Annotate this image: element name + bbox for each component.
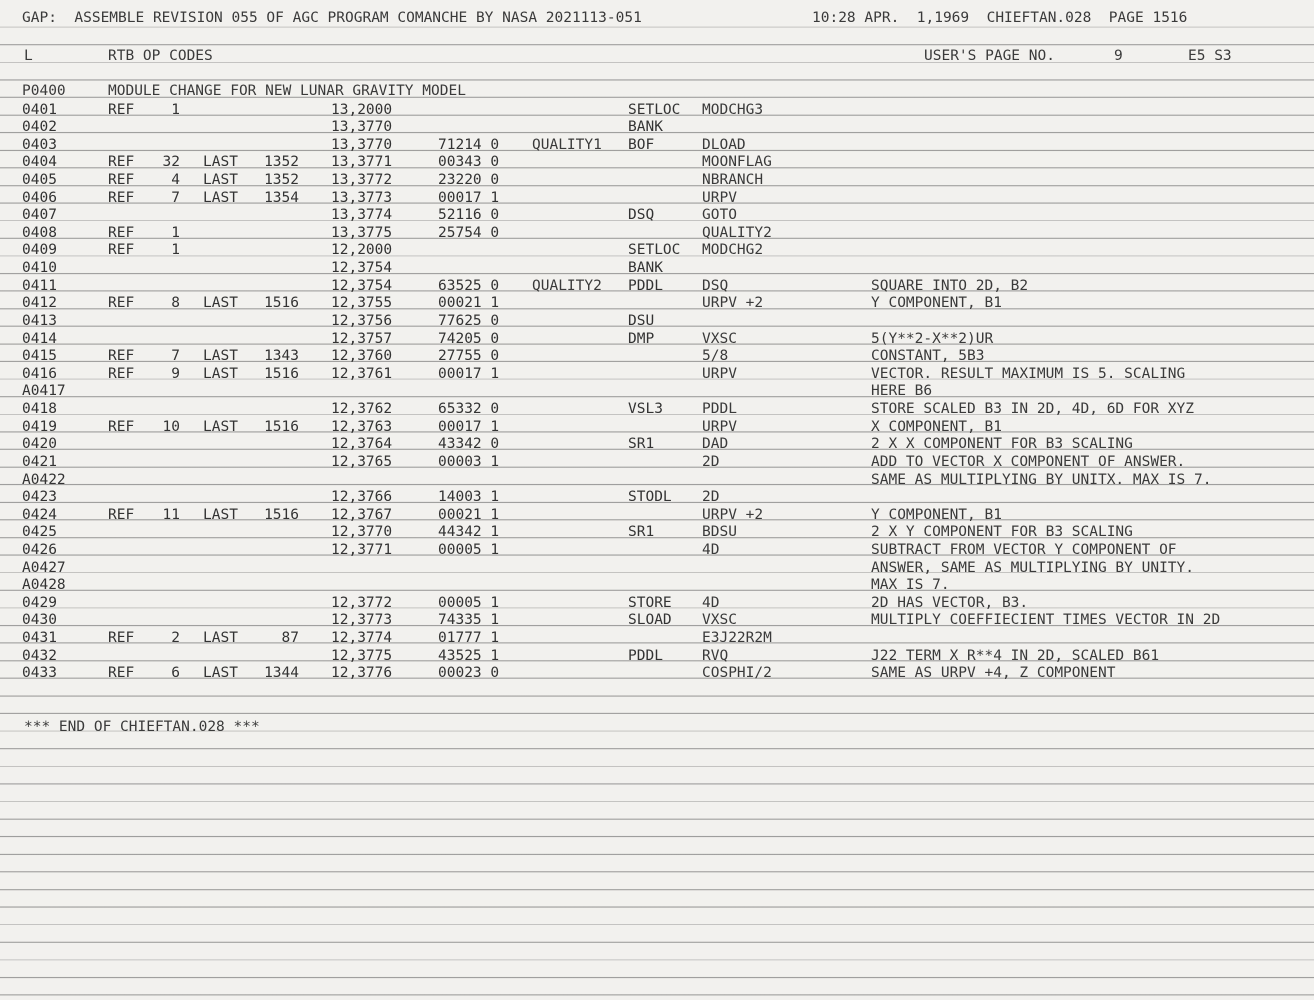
octal-code: 43342 0 [438, 436, 500, 453]
comment: Y COMPONENT, B1 [871, 295, 1002, 312]
last-label: LAST [203, 365, 238, 382]
comment: MAX IS 7. [871, 577, 950, 594]
opcode: STORE [628, 594, 672, 611]
address: 12,3761 [331, 365, 393, 382]
ref-count: 7 [171, 348, 180, 365]
section-line [0, 83, 1314, 101]
footer-line [0, 719, 1314, 737]
ref-label: REF [108, 171, 135, 188]
address: 12,3776 [331, 665, 393, 682]
ref-label: REF [108, 630, 135, 647]
listing-row [0, 560, 1314, 578]
header-right: 10:28 APR. 1,1969 CHIEFTAN.028 PAGE 1516 [812, 10, 1188, 26]
address: 12,3772 [331, 594, 393, 611]
ref-count: 1 [171, 242, 180, 259]
subheader-code: E5 S3 [1188, 48, 1232, 64]
listing-row [0, 348, 1314, 366]
octal-code: 27755 0 [438, 348, 500, 365]
octal-code: 00017 1 [438, 189, 500, 206]
operand: VXSC [702, 612, 737, 629]
listing-row [0, 172, 1314, 190]
opcode: BOF [628, 136, 655, 153]
address: 12,3760 [331, 348, 393, 365]
ref-count: 10 [162, 418, 180, 435]
comment: SUBTRACT FROM VECTOR Y COMPONENT OF [871, 542, 1177, 558]
octal-code: 65332 0 [438, 401, 500, 418]
opcode: SETLOC [628, 101, 681, 118]
comment: CONSTANT, 5B3 [871, 348, 985, 365]
seq-number: 0425 [22, 524, 57, 541]
octal-code: 74335 1 [438, 612, 500, 629]
listing-row [0, 595, 1314, 613]
address: 12,3771 [331, 542, 393, 558]
seq-number: 0421 [22, 453, 57, 470]
seq-number: 0418 [22, 401, 57, 418]
octal-code: 25754 0 [438, 224, 500, 241]
listing-row [0, 190, 1314, 208]
address: 12,3775 [331, 647, 393, 664]
seq-number: 0420 [22, 436, 57, 453]
listing-row [0, 331, 1314, 349]
octal-code: 00003 1 [438, 453, 500, 470]
ref-count: 1 [171, 224, 180, 241]
operand: DSQ [702, 277, 729, 294]
listing-row [0, 102, 1314, 120]
opcode: SR1 [628, 436, 655, 453]
seq-number: 0415 [22, 348, 57, 365]
opcode: DSU [628, 312, 655, 329]
operand: BDSU [702, 524, 737, 541]
comment: 5(Y**2-X**2)UR [871, 330, 994, 347]
last-label: LAST [203, 154, 238, 171]
last-label: LAST [203, 295, 238, 312]
opcode: SETLOC [628, 242, 681, 259]
address: 13,3770 [331, 119, 393, 136]
comment: SAME AS URPV +4, Z COMPONENT [871, 665, 1116, 682]
comment: Y COMPONENT, B1 [871, 506, 1002, 523]
listing-row [0, 577, 1314, 595]
last-label: LAST [203, 418, 238, 435]
opcode: DSQ [628, 207, 655, 224]
octal-code: 44342 1 [438, 524, 500, 541]
ref-label: REF [108, 224, 135, 241]
octal-code: 00017 1 [438, 418, 500, 435]
seq-number: 0419 [22, 418, 57, 435]
comment: ANSWER, SAME AS MULTIPLYING BY UNITY. [871, 559, 1195, 576]
seq-number: 0413 [22, 312, 57, 329]
seq-number: 0423 [22, 489, 57, 506]
subheader-line [0, 48, 1314, 66]
opcode: BANK [628, 119, 663, 136]
opcode: SLOAD [628, 612, 672, 629]
operand: VXSC [702, 330, 737, 347]
octal-code: 00005 1 [438, 594, 500, 611]
last-label: LAST [203, 630, 238, 647]
listing-row [0, 366, 1314, 384]
octal-code: 23220 0 [438, 171, 500, 188]
comment: SQUARE INTO 2D, B2 [871, 277, 1029, 294]
last-label: LAST [203, 171, 238, 188]
operand: 2D [702, 489, 720, 506]
operand: URPV +2 [702, 506, 764, 523]
octal-code: 63525 0 [438, 277, 500, 294]
ref-count: 2 [171, 630, 180, 647]
operand: MOONFLAG [702, 154, 772, 171]
ref-count: 7 [171, 189, 180, 206]
ref-count: 1 [171, 101, 180, 118]
opcode: VSL3 [628, 401, 663, 418]
operand: COSPHI/2 [702, 665, 772, 682]
seq-number: A0427 [22, 559, 66, 576]
ref-count: 11 [162, 506, 180, 523]
listing-row [0, 648, 1314, 666]
address: 13,3773 [331, 189, 393, 206]
comment: ADD TO VECTOR X COMPONENT OF ANSWER. [871, 453, 1186, 470]
address: 12,3762 [331, 401, 393, 418]
address: 13,3770 [331, 136, 393, 153]
ref-label: REF [108, 506, 135, 523]
subheader-page-label: USER'S PAGE NO. [924, 48, 1055, 64]
last-page: 1352 [264, 154, 299, 171]
octal-code: 00021 1 [438, 506, 500, 523]
opcode: SR1 [628, 524, 655, 541]
octal-code: 00343 0 [438, 154, 500, 171]
octal-code: 00023 0 [438, 665, 500, 682]
operand: E3J22R2M [702, 630, 772, 647]
address: 12,3766 [331, 489, 393, 506]
header-line [0, 10, 1314, 28]
operand: RVQ [702, 647, 729, 664]
seq-number: 0430 [22, 612, 57, 629]
comment: SAME AS MULTIPLYING BY UNITX. MAX IS 7. [871, 471, 1212, 488]
listing-row [0, 207, 1314, 225]
operand: URPV [702, 365, 737, 382]
last-label: LAST [203, 665, 238, 682]
listing-row [0, 665, 1314, 683]
seq-number: 0404 [22, 154, 57, 171]
listing-row [0, 295, 1314, 313]
last-page: 87 [281, 630, 299, 647]
ref-count: 8 [171, 295, 180, 312]
ref-count: 4 [171, 171, 180, 188]
octal-code: 00005 1 [438, 542, 500, 558]
last-page: 1344 [264, 665, 299, 682]
seq-number: 0431 [22, 630, 57, 647]
opcode: PDDL [628, 647, 663, 664]
last-label: LAST [203, 506, 238, 523]
seq-number: 0409 [22, 242, 57, 259]
operand: URPV [702, 189, 737, 206]
section-seq: P0400 [22, 83, 66, 99]
seq-number: A0422 [22, 471, 66, 488]
seq-number: A0428 [22, 577, 66, 594]
comment: STORE SCALED B3 IN 2D, 4D, 6D FOR XYZ [871, 401, 1195, 418]
comment: 2 X Y COMPONENT FOR B3 SCALING [871, 524, 1133, 541]
seq-number: 0432 [22, 647, 57, 664]
last-page: 1516 [264, 295, 299, 312]
listing-row [0, 154, 1314, 172]
section-title: MODULE CHANGE FOR NEW LUNAR GRAVITY MODEL [108, 83, 466, 99]
comment: MULTIPLY COEFFIECIENT TIMES VECTOR IN 2D [871, 612, 1221, 629]
listing-row [0, 524, 1314, 542]
operand: 5/8 [702, 348, 729, 365]
operand: QUALITY2 [702, 224, 772, 241]
listing-row [0, 472, 1314, 490]
address: 12,3767 [331, 506, 393, 523]
listing-row [0, 507, 1314, 525]
subheader-letter: L [24, 48, 33, 64]
octal-code: 74205 0 [438, 330, 500, 347]
last-page: 1516 [264, 365, 299, 382]
octal-code: 14003 1 [438, 489, 500, 506]
address: 12,3773 [331, 612, 393, 629]
last-label: LAST [203, 189, 238, 206]
listing-row [0, 630, 1314, 648]
listing-row [0, 137, 1314, 155]
listing-row [0, 542, 1314, 560]
ref-label: REF [108, 242, 135, 259]
address: 12,3765 [331, 453, 393, 470]
end-of-listing: *** END OF CHIEFTAN.028 *** [24, 719, 260, 735]
ref-count: 9 [171, 365, 180, 382]
operand: 4D [702, 594, 720, 611]
seq-number: 0429 [22, 594, 57, 611]
seq-number: 0406 [22, 189, 57, 206]
opcode: BANK [628, 260, 663, 277]
seq-number: 0424 [22, 506, 57, 523]
seq-number: 0403 [22, 136, 57, 153]
operand: GOTO [702, 207, 737, 224]
octal-code: 43525 1 [438, 647, 500, 664]
operand: URPV [702, 418, 737, 435]
seq-number: 0412 [22, 295, 57, 312]
listing-row [0, 260, 1314, 278]
operand: URPV +2 [702, 295, 764, 312]
header-left: GAP: ASSEMBLE REVISION 055 OF AGC PROGRAM COMANCHE BY NASA 2021113-051 [22, 10, 642, 26]
address: 12,3764 [331, 436, 393, 453]
octal-code: 71214 0 [438, 136, 500, 153]
last-page: 1516 [264, 418, 299, 435]
last-page: 1343 [264, 348, 299, 365]
seq-number: 0416 [22, 365, 57, 382]
seq-number: 0410 [22, 260, 57, 277]
ref-label: REF [108, 101, 135, 118]
operand: 2D [702, 453, 720, 470]
octal-code: 52116 0 [438, 207, 500, 224]
symbol-label: QUALITY2 [532, 277, 602, 294]
operand: DLOAD [702, 136, 746, 153]
ref-label: REF [108, 365, 135, 382]
last-label: LAST [203, 348, 238, 365]
ref-label: REF [108, 418, 135, 435]
ref-count: 6 [171, 665, 180, 682]
listing-row [0, 454, 1314, 472]
listing-row [0, 119, 1314, 137]
address: 12,3755 [331, 295, 393, 312]
seq-number: 0426 [22, 542, 57, 558]
address: 12,3770 [331, 524, 393, 541]
address: 12,3756 [331, 312, 393, 329]
address: 13,3771 [331, 154, 393, 171]
seq-number: 0433 [22, 665, 57, 682]
last-page: 1352 [264, 171, 299, 188]
operand: 4D [702, 542, 720, 558]
ref-label: REF [108, 154, 135, 171]
subheader-page-no: 9 [1114, 48, 1123, 64]
seq-number: 0407 [22, 207, 57, 224]
address: 12,3754 [331, 277, 393, 294]
address: 12,2000 [331, 242, 393, 259]
listing-row [0, 489, 1314, 507]
last-page: 1516 [264, 506, 299, 523]
listing-row [0, 419, 1314, 437]
address: 12,3757 [331, 330, 393, 347]
listing-row [0, 225, 1314, 243]
address: 13,3774 [331, 207, 393, 224]
comment: X COMPONENT, B1 [871, 418, 1002, 435]
comment: J22 TERM X R**4 IN 2D, SCALED B61 [871, 647, 1160, 664]
comment: VECTOR. RESULT MAXIMUM IS 5. SCALING [871, 365, 1186, 382]
octal-code: 77625 0 [438, 312, 500, 329]
opcode: PDDL [628, 277, 663, 294]
octal-code: 00021 1 [438, 295, 500, 312]
operand: MODCHG3 [702, 101, 764, 118]
comment: HERE B6 [871, 383, 933, 400]
symbol-label: QUALITY1 [532, 136, 602, 153]
seq-number: 0401 [22, 101, 57, 118]
listing-row [0, 383, 1314, 401]
ref-label: REF [108, 665, 135, 682]
subheader-title: RTB OP CODES [108, 48, 213, 64]
seq-number: 0408 [22, 224, 57, 241]
opcode: STODL [628, 489, 672, 506]
operand: DAD [702, 436, 729, 453]
ref-count: 32 [162, 154, 180, 171]
operand: MODCHG2 [702, 242, 764, 259]
listing-row [0, 401, 1314, 419]
seq-number: 0405 [22, 171, 57, 188]
seq-number: 0402 [22, 119, 57, 136]
ref-label: REF [108, 348, 135, 365]
ref-label: REF [108, 189, 135, 206]
listing-row [0, 278, 1314, 296]
operand: NBRANCH [702, 171, 764, 188]
address: 12,3754 [331, 260, 393, 277]
listing-row [0, 436, 1314, 454]
address: 12,3774 [331, 630, 393, 647]
address: 13,3775 [331, 224, 393, 241]
listing-row [0, 612, 1314, 630]
address: 13,2000 [331, 101, 393, 118]
octal-code: 01777 1 [438, 630, 500, 647]
last-page: 1354 [264, 189, 299, 206]
seq-number: 0414 [22, 330, 57, 347]
listing-row [0, 313, 1314, 331]
octal-code: 00017 1 [438, 365, 500, 382]
seq-number: 0411 [22, 277, 57, 294]
address: 13,3772 [331, 171, 393, 188]
ref-label: REF [108, 295, 135, 312]
operand: PDDL [702, 401, 737, 418]
comment: 2 X X COMPONENT FOR B3 SCALING [871, 436, 1133, 453]
opcode: DMP [628, 330, 655, 347]
address: 12,3763 [331, 418, 393, 435]
seq-number: A0417 [22, 383, 66, 400]
listing-row [0, 242, 1314, 260]
comment: 2D HAS VECTOR, B3. [871, 594, 1029, 611]
